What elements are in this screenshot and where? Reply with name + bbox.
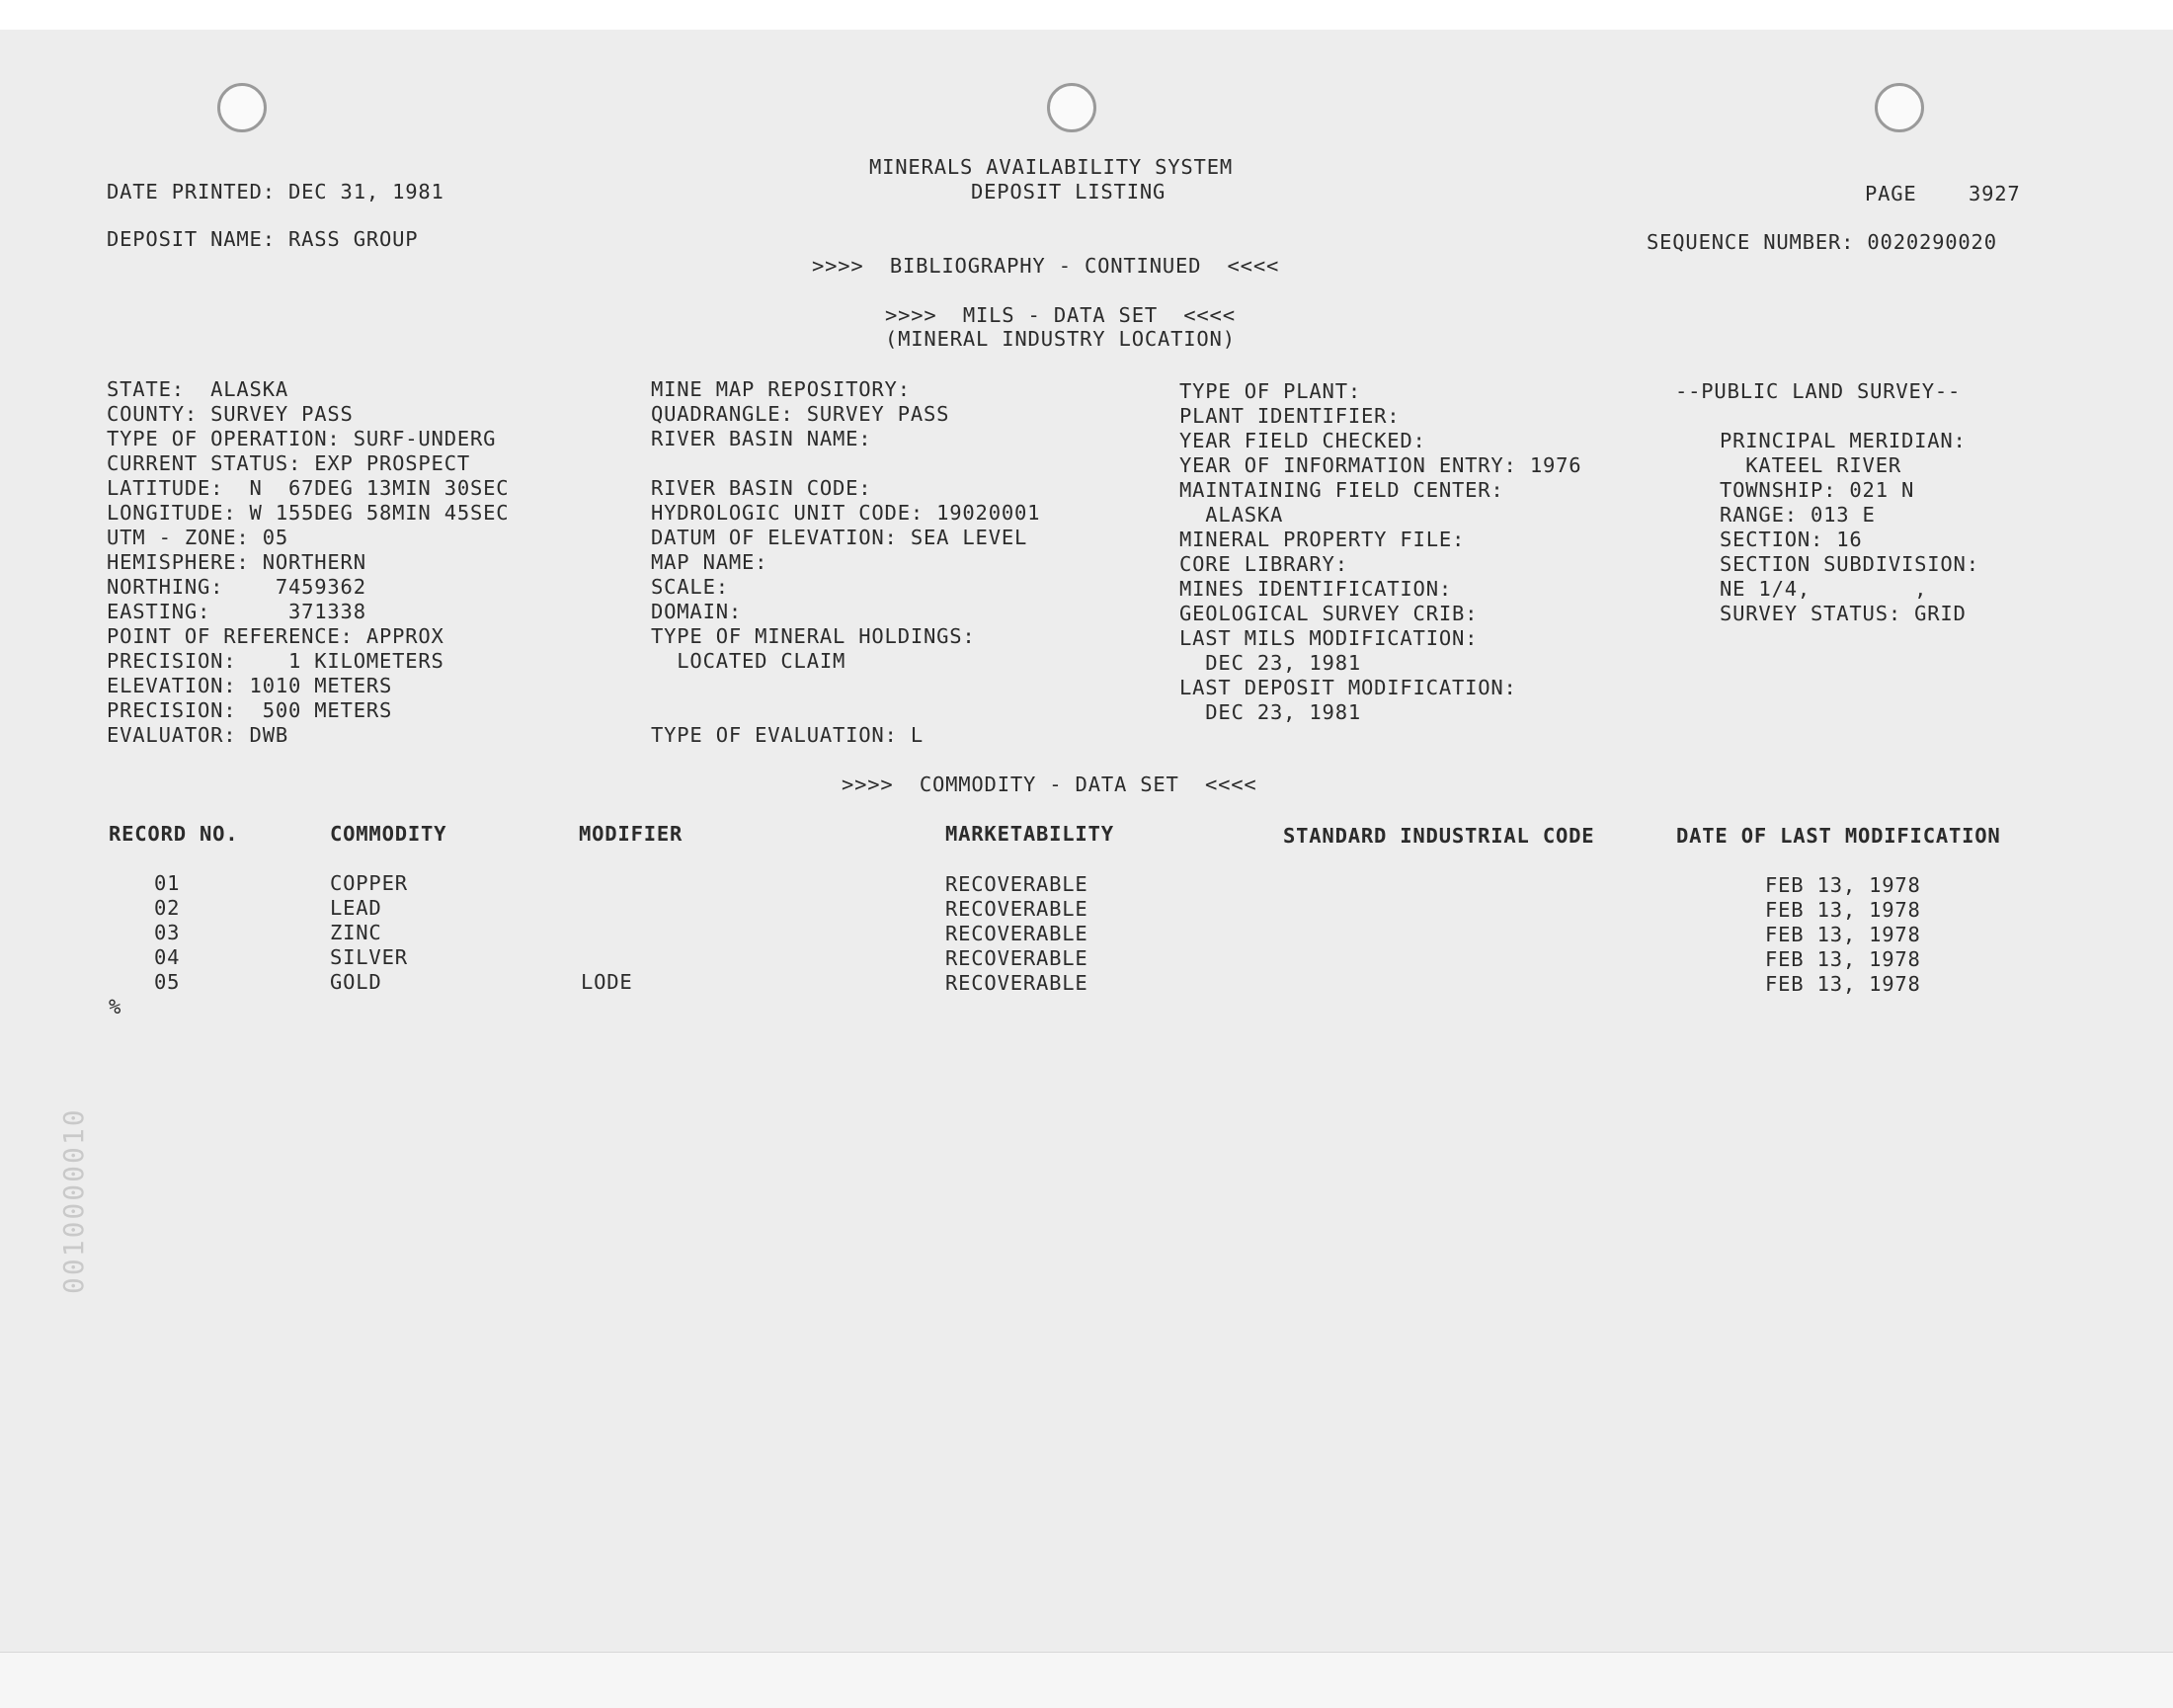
field-line: DATUM OF ELEVATION: SEA LEVEL xyxy=(651,526,1028,549)
punch-hole-right xyxy=(1875,83,1924,132)
field-line: POINT OF REFERENCE: APPROX xyxy=(107,624,444,648)
marketability-cell: RECOVERABLE xyxy=(945,946,1088,970)
header-modifier: MODIFIER xyxy=(579,822,684,846)
field-line: LAST MILS MODIFICATION: xyxy=(1179,626,1479,650)
field-line: GEOLOGICAL SURVEY CRIB: xyxy=(1179,602,1479,625)
system-title: MINERALS AVAILABILITY SYSTEM xyxy=(869,155,1233,179)
field-line: UTM - ZONE: 05 xyxy=(107,526,288,549)
field-line: DEC 23, 1981 xyxy=(1179,651,1361,675)
date-cell: FEB 13, 1978 xyxy=(1765,972,1921,996)
field-line: PLANT IDENTIFIER: xyxy=(1179,404,1401,428)
field-line: PRECISION: 500 METERS xyxy=(107,698,393,722)
paper-sheet xyxy=(0,30,2173,1707)
marketability-cell: RECOVERABLE xyxy=(945,872,1088,896)
field-line: MINE MAP REPOSITORY: xyxy=(651,377,911,401)
margin-stamp: 0010000010 xyxy=(57,1107,90,1294)
field-line: SECTION: 16 xyxy=(1720,528,1863,551)
field-line: RANGE: 013 E xyxy=(1720,503,1876,527)
field-line: HEMISPHERE: NORTHERN xyxy=(107,550,366,574)
commodity-cell: SILVER xyxy=(330,945,408,969)
punch-hole-center xyxy=(1047,83,1096,132)
modifier-cell: LODE xyxy=(581,970,633,994)
field-line: TYPE OF PLANT: xyxy=(1179,379,1361,403)
commodity-cell: ZINC xyxy=(330,921,382,944)
commodity-cell: LEAD xyxy=(330,896,382,920)
field-line: CORE LIBRARY: xyxy=(1179,552,1348,576)
commodity-cell: GOLD xyxy=(330,970,382,994)
field-line: TYPE OF MINERAL HOLDINGS: xyxy=(651,624,976,648)
field-line: QUADRANGLE: SURVEY PASS xyxy=(651,402,950,426)
field-line: DOMAIN: xyxy=(651,600,742,623)
field-line: ALASKA xyxy=(1179,503,1284,527)
page-number: 3927 xyxy=(1969,182,2021,205)
field-line: STATE: ALASKA xyxy=(107,377,288,401)
commodity-cell: COPPER xyxy=(330,871,408,895)
commodity-heading: >>>> COMMODITY - DATA SET <<<< xyxy=(842,773,1257,796)
date-cell: FEB 13, 1978 xyxy=(1765,947,1921,971)
mils-heading: >>>> MILS - DATA SET <<<< xyxy=(885,303,1236,327)
marketability-cell: RECOVERABLE xyxy=(945,971,1088,995)
field-line: MINERAL PROPERTY FILE: xyxy=(1179,528,1466,551)
sequence-number: SEQUENCE NUMBER: 0020290020 xyxy=(1647,230,1997,254)
record-cell: 01 xyxy=(154,871,181,895)
marketability-cell: RECOVERABLE xyxy=(945,897,1088,921)
field-line: YEAR FIELD CHECKED: xyxy=(1179,429,1426,452)
field-line: LONGITUDE: W 155DEG 58MIN 45SEC xyxy=(107,501,510,525)
field-line: DEC 23, 1981 xyxy=(1179,700,1361,724)
listing-title: DEPOSIT LISTING xyxy=(971,180,1167,203)
field-line: RIVER BASIN NAME: xyxy=(651,427,872,450)
page-label: PAGE xyxy=(1865,182,1917,205)
mils-subheading: (MINERAL INDUSTRY LOCATION) xyxy=(885,327,1236,351)
field-line: KATEEL RIVER xyxy=(1720,453,1901,477)
date-printed: DATE PRINTED: DEC 31, 1981 xyxy=(107,180,444,203)
punch-hole-left xyxy=(217,83,267,132)
field-line: LAST DEPOSIT MODIFICATION: xyxy=(1179,676,1517,699)
field-line: ELEVATION: 1010 METERS xyxy=(107,674,393,697)
field-line: TOWNSHIP: 021 N xyxy=(1720,478,1915,502)
deposit-name: DEPOSIT NAME: RASS GROUP xyxy=(107,227,419,251)
field-line: CURRENT STATUS: EXP PROSPECT xyxy=(107,451,470,475)
record-cell: 05 xyxy=(154,970,181,994)
field-line: SURVEY STATUS: GRID xyxy=(1720,602,1967,625)
section-title: --PUBLIC LAND SURVEY-- xyxy=(1675,379,1962,403)
field-line: MAINTAINING FIELD CENTER: xyxy=(1179,478,1504,502)
field-line: RIVER BASIN CODE: xyxy=(651,476,872,500)
field-line: EVALUATOR: DWB xyxy=(107,723,288,747)
field-line: YEAR OF INFORMATION ENTRY: 1976 xyxy=(1179,453,1582,477)
date-cell: FEB 13, 1978 xyxy=(1765,923,1921,946)
field-line: TYPE OF OPERATION: SURF-UNDERG xyxy=(107,427,497,450)
scanner-bed xyxy=(0,1652,2173,1708)
date-cell: FEB 13, 1978 xyxy=(1765,873,1921,897)
field-line: HYDROLOGIC UNIT CODE: 19020001 xyxy=(651,501,1041,525)
field-line: SCALE: xyxy=(651,575,729,599)
header-date: DATE OF LAST MODIFICATION xyxy=(1676,824,2001,848)
date-cell: FEB 13, 1978 xyxy=(1765,898,1921,922)
field-line: TYPE OF EVALUATION: L xyxy=(651,723,924,747)
header-record: RECORD NO. xyxy=(109,822,239,846)
field-line: PRINCIPAL MERIDIAN: xyxy=(1720,429,1967,452)
record-cell: 02 xyxy=(154,896,181,920)
field-line: PRECISION: 1 KILOMETERS xyxy=(107,649,444,673)
field-line: MINES IDENTIFICATION: xyxy=(1179,577,1452,601)
field-line: SECTION SUBDIVISION: xyxy=(1720,552,1979,576)
field-line: COUNTY: SURVEY PASS xyxy=(107,402,354,426)
field-line: LOCATED CLAIM xyxy=(651,649,846,673)
field-line: MAP NAME: xyxy=(651,550,768,574)
field-line: NORTHING: 7459362 xyxy=(107,575,366,599)
record-cell: 04 xyxy=(154,945,181,969)
field-line: EASTING: 371338 xyxy=(107,600,366,623)
field-line: NE 1/4, , xyxy=(1720,577,1928,601)
record-cell: 03 xyxy=(154,921,181,944)
marketability-cell: RECOVERABLE xyxy=(945,922,1088,945)
header-marketability: MARKETABILITY xyxy=(945,822,1114,846)
bibliography-heading: >>>> BIBLIOGRAPHY - CONTINUED <<<< xyxy=(812,254,1280,278)
field-line: LATITUDE: N 67DEG 13MIN 30SEC xyxy=(107,476,510,500)
header-commodity: COMMODITY xyxy=(330,822,447,846)
end-mark: % xyxy=(109,995,122,1018)
header-sic: STANDARD INDUSTRIAL CODE xyxy=(1283,824,1595,848)
